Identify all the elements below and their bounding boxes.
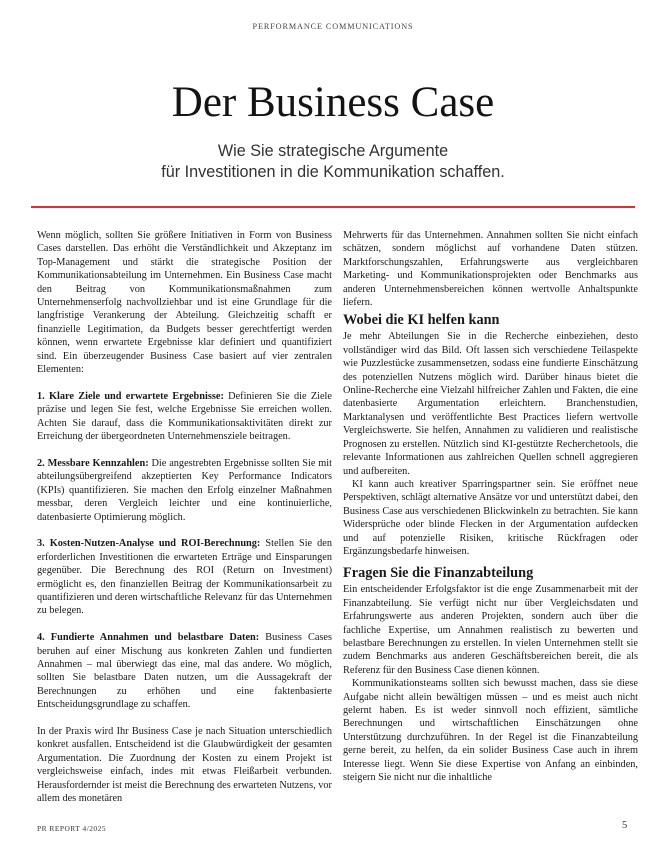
title-divider [31, 206, 635, 208]
point-1-lead: 1. Klare Ziele und erwartete Ergebnisse: [37, 390, 224, 402]
point-2 [37, 457, 332, 524]
subtitle-line: Wie Sie strategische Argumente [217, 142, 449, 160]
footer-publication: PR REPORT 4/2025 [37, 824, 107, 833]
article-subtitle [120, 141, 546, 183]
left-column [37, 229, 332, 805]
closing-paragraph: In der Praxis wird Ihr Business Case je nach Situation unterschiedlich konkret ausfallen. Entscheidend ist die Glaubwürdigkeit der gesamten Argumentation. Die Zuordnung der Kosten zu einem Projekt ist vergleichsweise einfach, indes mit etwas Fleißarbeit verbunden. Herausfordernder ist meist die Berechnung des erwarteten Nutzens, vor allem des monetären [37, 725, 332, 804]
point-2-lead: 2. Messbare Kennzahlen: [37, 457, 149, 469]
finanz-paragraph-1: Ein entscheidender Erfolgsfaktor ist die enge Zusammenarbeit mit der Finanzabteilung. Sie verfügt nicht nur über Vergleichsdaten und Erfahrungswerte aus anderen Projekten, sondern auch über die fachliche Expertise, um Annahmen realistisch zu bewerten und belastbare Berechnungen zu erstellen. In vielen Unternehmen stellt sie zudem Benchmarks aus anderen Geschäftsbereichen bereit, die als Referenz für den Business Case dienen können. [343, 584, 638, 676]
point-3 [37, 537, 332, 617]
point-4-text: Business Cases beruhen auf einer Mischung aus konkreten Zahlen und fundierten Annahmen – mal überwiegt das eine, mal das andere. Wo möglich, sollten Sie belastbare Daten nutzen, um die Aussagekraft der Berechnungen zu erhöhen und eine faktenbasierte Entscheidungsgrundlage zu schaffen. [37, 632, 332, 711]
point-4 [37, 631, 332, 711]
page-number: 5 [622, 820, 628, 831]
ki-paragraph-1: Je mehr Abteilungen Sie in die Recherche einbeziehen, desto vollständiger wird das Bild. Oft lassen sich verschiedene Teilaspekte wie Puzzlestücke zusammensetzen, sodass eine fundierte Einschätzung des potenziellen Nutzens möglich wird. Darüber hinaus bietet die Online-Recherche eine Vielzahl hilfreicher Zahlen und Fakten, die eine datenbasierte Argumentation erleichtern. Branchenstudien, Marktanalysen und veröffentlichte Best Practices liefern wertvolle Vergleichswerte. Sie helfen, Annahmen zu validieren und realistische Prognosen zu erstellen. Nützlich sind KI-gestützte Recherchetools, die relevante Informationen aus zahlreichen Quellen schnell aggregieren und aufbereiten. [343, 331, 638, 477]
subtitle-line: für Investitionen in die Kommunikation schaffen. [161, 163, 505, 181]
point-4-lead: 4. Fundierte Annahmen und belastbare Daten: [37, 632, 260, 644]
right-column [343, 229, 638, 784]
section-kicker: PERFORMANCE COMMUNICATIONS [252, 22, 414, 31]
article-title: Der Business Case [171, 79, 495, 126]
point-3-text: Stellen Sie den erforderlichen Investitionen die erwarteten Erträge und Einsparungen gegenüber. Die Berechnung des ROI (Return on Investment) ermöglicht es, den finanziellen Beitrag der Kommunikationsarbeit zu quantifizieren und deren wirtschaftliche Relevanz für das Unternehmen zu belegen. [37, 538, 332, 617]
point-1 [37, 390, 332, 444]
section-heading-finanz: Fragen Sie die Finanzabteilung [343, 565, 534, 582]
ki-paragraph-2: KI kann auch kreativer Sparringspartner sein. Sie eröffnet neue Perspektiven, schlägt alternative Ansätze vor und unterstützt dabei, den Business Case aus verschiedenen Blickwinkeln zu betrachten. Sie kann Widersprüche oder blinde Flecken in der Argumentation aufdecken und auf potenzielle Risiken, kritische Rückfragen oder Ergänzungsbedarfe hinweisen. [343, 478, 638, 557]
intro-paragraph: Wenn möglich, sollten Sie größere Initiativen in Form von Business Cases darstellen. Das erhöht die Verständlichkeit und Akzeptanz im Top-Management und stärkt die strategische Position der Kommunikationsabteilung im Unternehmen. Ein Business Case macht den Beitrag von Kommunikationsmaßnahmen zum Unternehmenserfolg nachvollziehbar und ist eine Grundlage für die langfristige Verankerung der Abteilung. Gleichzeitig schafft er finanzielle Legitimation, da Budgets besser gerechtfertigt werden können, wenn erwartete Ergebnisse klar definiert und quantifiziert sind. Ein überzeugender Business Case basiert auf vier zentralen Elementen: [37, 230, 332, 376]
section-heading-ki: Wobei die KI helfen kann [343, 312, 500, 329]
continuation-paragraph: Mehrwerts für das Unternehmen. Annahmen sollten Sie nicht einfach schätzen, sondern möglichst auf vorhandene Daten stützen. Marktforschungszahlen, Erfahrungswerte aus vergleichbaren Marketing- und Kommunikationsprojekten oder Benchmarks aus anderen Unternehmensbereichen können wertvolle Anhaltspunkte liefern. [343, 230, 638, 309]
point-1-text: Definieren Sie die Ziele präzise und legen Sie fest, welche Ergebnisse Sie erreichen wollen. Achten Sie darauf, dass die Kommunikationsaktivitäten direkt zur Erreichung der übergeordneten Unternehmensziele beitragen. [37, 390, 332, 443]
point-2-text: Die angestrebten Ergebnisse sollten Sie mit abteilungsübergreifend akzeptierten Key Performance Indicators (KPIs) quantifizieren. Sie machen den Erfolg einzelner Maßnahmen messbar, deren Vergleich leichter und eine kontinuierliche, datenbasierte Optimierung möglich. [37, 457, 333, 523]
finanz-paragraph-2: Kommunikationsteams sollten sich bewusst machen, dass sie diese Aufgabe nicht allein bewältigen müssen – und es meist auch nicht gelernt haben. Es ist weder sinnvoll noch effizient, sämtliche Berechnungen und wirtschaftlichen Einschätzungen ohne Unterstützung durchzuführen. In der Regel ist die Finanzabteilung gerne bereit, zu helfen, da ein solider Business Case auch in ihrem Interesse liegt. Wenn Sie diese Expertise von Anfang an einbinden, steigern Sie nicht nur die inhaltliche [343, 678, 638, 784]
point-3-lead: 3. Kosten-Nutzen-Analyse und ROI-Berechnung: [37, 538, 261, 550]
